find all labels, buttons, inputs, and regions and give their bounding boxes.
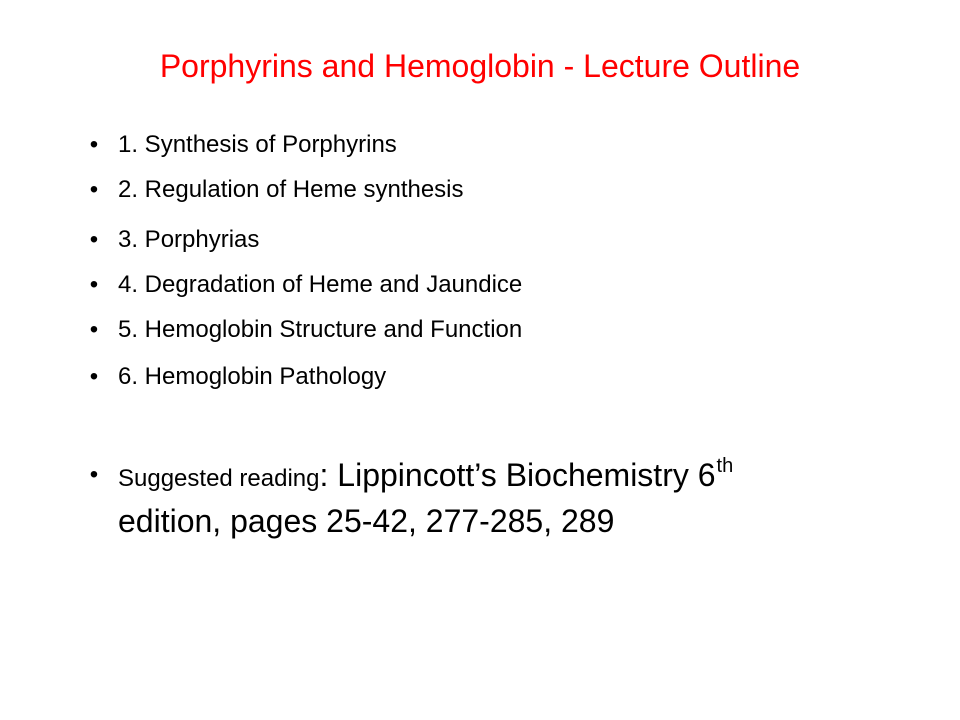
outline-item-text: 2. Regulation of Heme synthesis — [118, 176, 464, 203]
outline-item-text: 1. Synthesis of Porphyrins — [118, 131, 397, 158]
bullet-dot-icon: • — [89, 363, 99, 390]
edition-superscript: th — [716, 455, 734, 477]
outline-item-text: 4. Degradation of Heme and Jaundice — [118, 271, 523, 298]
outline-item-text: 5. Hemoglobin Structure and Function — [118, 316, 523, 343]
outline-item-text: 3. Porphyrias — [118, 226, 260, 253]
suggested-reading-line — [118, 455, 733, 502]
edition-pages: edition, pages 25-42, 277-285, 289 — [118, 503, 615, 539]
bullet-dot-icon: • — [89, 176, 99, 203]
outline-item-text: 6. Hemoglobin Pathology — [118, 363, 387, 390]
suggested-reading-label: Suggested reading — [118, 465, 320, 492]
bullet-dot-icon: • — [89, 461, 99, 488]
book-title: : Lippincott’s Biochemistry 6 — [319, 457, 716, 493]
bullet-dot-icon: • — [89, 316, 99, 343]
slide-title: Porphyrins and Hemoglobin - Lecture Outline — [159, 48, 801, 84]
bullet-dot-icon: • — [89, 226, 99, 253]
bullet-dot-icon: • — [89, 131, 99, 158]
bullet-dot-icon: • — [89, 271, 99, 298]
